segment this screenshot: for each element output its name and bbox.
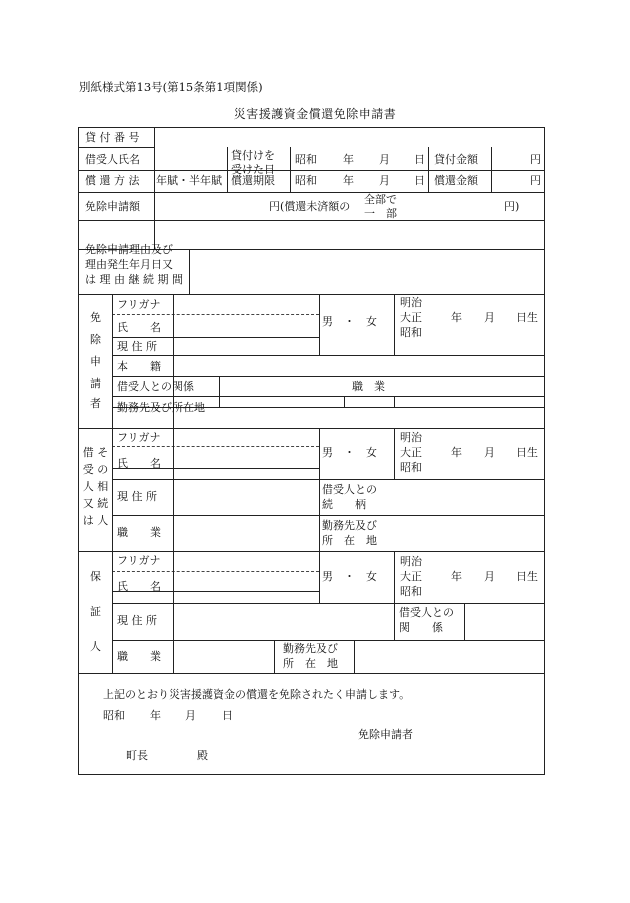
applicant-era-meiji: 明治 bbox=[400, 296, 422, 309]
guarantor-workplace-line1: 勤務先及び bbox=[283, 642, 338, 655]
exemption-amount-label: 免除申請額 bbox=[85, 200, 140, 213]
guarantor-group-char-2: 証 bbox=[90, 605, 101, 618]
applicant-group-char-1: 免 bbox=[90, 311, 101, 324]
application-form-table bbox=[78, 127, 545, 775]
loan-amount-label: 貸付金額 bbox=[434, 153, 478, 166]
loan-date-label-line1: 貸付けを bbox=[231, 149, 275, 162]
applicant-signature-label: 免除申請者 bbox=[358, 728, 413, 741]
heir-occupation-label: 職 業 bbox=[117, 526, 161, 539]
applicant-birth-day: 日生 bbox=[516, 311, 538, 324]
guarantor-era-showa: 昭和 bbox=[400, 585, 422, 598]
guarantor-birth-year: 年 bbox=[451, 570, 462, 583]
heir-birth-month: 月 bbox=[484, 446, 495, 459]
exemption-all: 全部で bbox=[364, 193, 397, 206]
repay-deadline-day: 日 bbox=[414, 174, 425, 187]
guarantor-occupation-label: 職 業 bbox=[117, 650, 161, 663]
guarantor-address-label: 現 住 所 bbox=[117, 614, 157, 627]
repay-method-value: 年賦・半年賦 bbox=[156, 174, 222, 187]
applicant-group-char-5: 者 bbox=[90, 397, 101, 410]
heir-relation-line1: 借受人との bbox=[322, 483, 377, 496]
form-title: 災害援護資金償還免除申請書 bbox=[233, 107, 397, 121]
applicant-address-label: 現 住 所 bbox=[117, 340, 157, 353]
guarantor-era-taisho: 大正 bbox=[400, 570, 422, 583]
guarantor-group-char-1: 保 bbox=[90, 570, 101, 583]
loan-amount-yen: 円 bbox=[530, 153, 541, 166]
guarantor-era-meiji: 明治 bbox=[400, 555, 422, 568]
heir-group-line2: 受 の bbox=[82, 463, 109, 476]
repay-method-label: 償 還 方 法 bbox=[85, 174, 140, 187]
heir-name-label: 氏 名 bbox=[117, 457, 161, 470]
loan-date-year: 年 bbox=[343, 153, 354, 166]
repay-amount-yen: 円 bbox=[530, 174, 541, 187]
heir-group-line4: 又 続 bbox=[82, 497, 109, 510]
loan-date-label-line2: 受けた日 bbox=[231, 163, 275, 176]
heir-era-taisho: 大正 bbox=[400, 446, 422, 459]
guarantor-birth-month: 月 bbox=[484, 570, 495, 583]
guarantor-name-label: 氏 名 bbox=[117, 580, 161, 593]
guarantor-gender: 男 ・ 女 bbox=[322, 570, 377, 583]
repay-amount-label: 償還金額 bbox=[434, 174, 478, 187]
repay-deadline-era: 昭和 bbox=[295, 174, 317, 187]
heir-birth-day: 日生 bbox=[516, 446, 538, 459]
heir-workplace-line1: 勤務先及び bbox=[322, 519, 377, 532]
guarantor-workplace-line2: 所 在 地 bbox=[283, 657, 338, 670]
guarantor-relation-line1: 借受人との bbox=[399, 606, 454, 619]
guarantor-relation-line2: 関 係 bbox=[399, 621, 443, 634]
statement-text: 上記のとおり災害援護資金の償還を免除されたく申請します。 bbox=[103, 688, 411, 701]
repay-deadline-year: 年 bbox=[343, 174, 354, 187]
applicant-occupation-label: 職 業 bbox=[352, 380, 385, 393]
applicant-furigana-label: フリガナ bbox=[117, 298, 161, 311]
form-id: 別紙様式第13号(第15条第1項関係) bbox=[79, 80, 263, 94]
exemption-amount-end: 円) bbox=[504, 200, 520, 213]
heir-birth-year: 年 bbox=[451, 446, 462, 459]
heir-era-showa: 昭和 bbox=[400, 461, 422, 474]
reason-label-line1: 免除申請理由及び bbox=[85, 243, 173, 256]
guarantor-furigana-label: フリガナ bbox=[117, 554, 161, 567]
heir-gender: 男 ・ 女 bbox=[322, 446, 377, 459]
heir-workplace-line2: 所 在 地 bbox=[322, 534, 377, 547]
applicant-gender: 男 ・ 女 bbox=[322, 315, 377, 328]
loan-number-label: 貸 付 番 号 bbox=[85, 131, 140, 144]
applicant-group-char-2: 除 bbox=[90, 333, 101, 346]
applicant-relation-label: 借受人との関係 bbox=[117, 380, 194, 393]
date-day: 日 bbox=[222, 709, 233, 722]
date-era: 昭和 bbox=[103, 709, 125, 722]
applicant-group-char-4: 請 bbox=[90, 377, 101, 390]
loan-date-month: 月 bbox=[379, 153, 390, 166]
applicant-era-showa: 昭和 bbox=[400, 326, 422, 339]
heir-relation-line2: 続 柄 bbox=[322, 498, 366, 511]
borrower-name-label: 借受人氏名 bbox=[85, 153, 140, 166]
heir-furigana-label: フリガナ bbox=[117, 431, 161, 444]
exemption-part: 一 部 bbox=[364, 207, 397, 220]
exemption-amount-text: 円(償還未済額の bbox=[269, 200, 351, 213]
heir-address-label: 現 住 所 bbox=[117, 490, 157, 503]
date-month: 月 bbox=[185, 709, 196, 722]
reason-label-line2: 理由発生年月日又 bbox=[85, 258, 173, 271]
applicant-birth-month: 月 bbox=[484, 311, 495, 324]
loan-date-era: 昭和 bbox=[295, 153, 317, 166]
loan-date-day: 日 bbox=[414, 153, 425, 166]
mayor-label: 町長 bbox=[126, 749, 148, 762]
heir-group-line3: 人 相 bbox=[82, 480, 109, 493]
honorific-dono: 殿 bbox=[197, 749, 208, 762]
heir-group-line5: は 人 bbox=[82, 514, 109, 527]
guarantor-group-char-3: 人 bbox=[90, 640, 101, 653]
heir-group-line1: 借 そ bbox=[82, 446, 109, 459]
applicant-group-char-3: 申 bbox=[90, 355, 101, 368]
repay-deadline-month: 月 bbox=[379, 174, 390, 187]
applicant-era-taisho: 大正 bbox=[400, 311, 422, 324]
reason-label-line3: は 理 由 継 続 期 間 bbox=[85, 273, 183, 286]
guarantor-birth-day: 日生 bbox=[516, 570, 538, 583]
heir-era-meiji: 明治 bbox=[400, 431, 422, 444]
repay-deadline-label: 償還期限 bbox=[231, 174, 275, 187]
applicant-domicile-label: 本 籍 bbox=[117, 360, 161, 373]
applicant-workplace-label: 勤務先及び所在地 bbox=[117, 401, 205, 414]
applicant-birth-year: 年 bbox=[451, 311, 462, 324]
date-year: 年 bbox=[150, 709, 161, 722]
applicant-name-label: 氏 名 bbox=[117, 321, 161, 334]
